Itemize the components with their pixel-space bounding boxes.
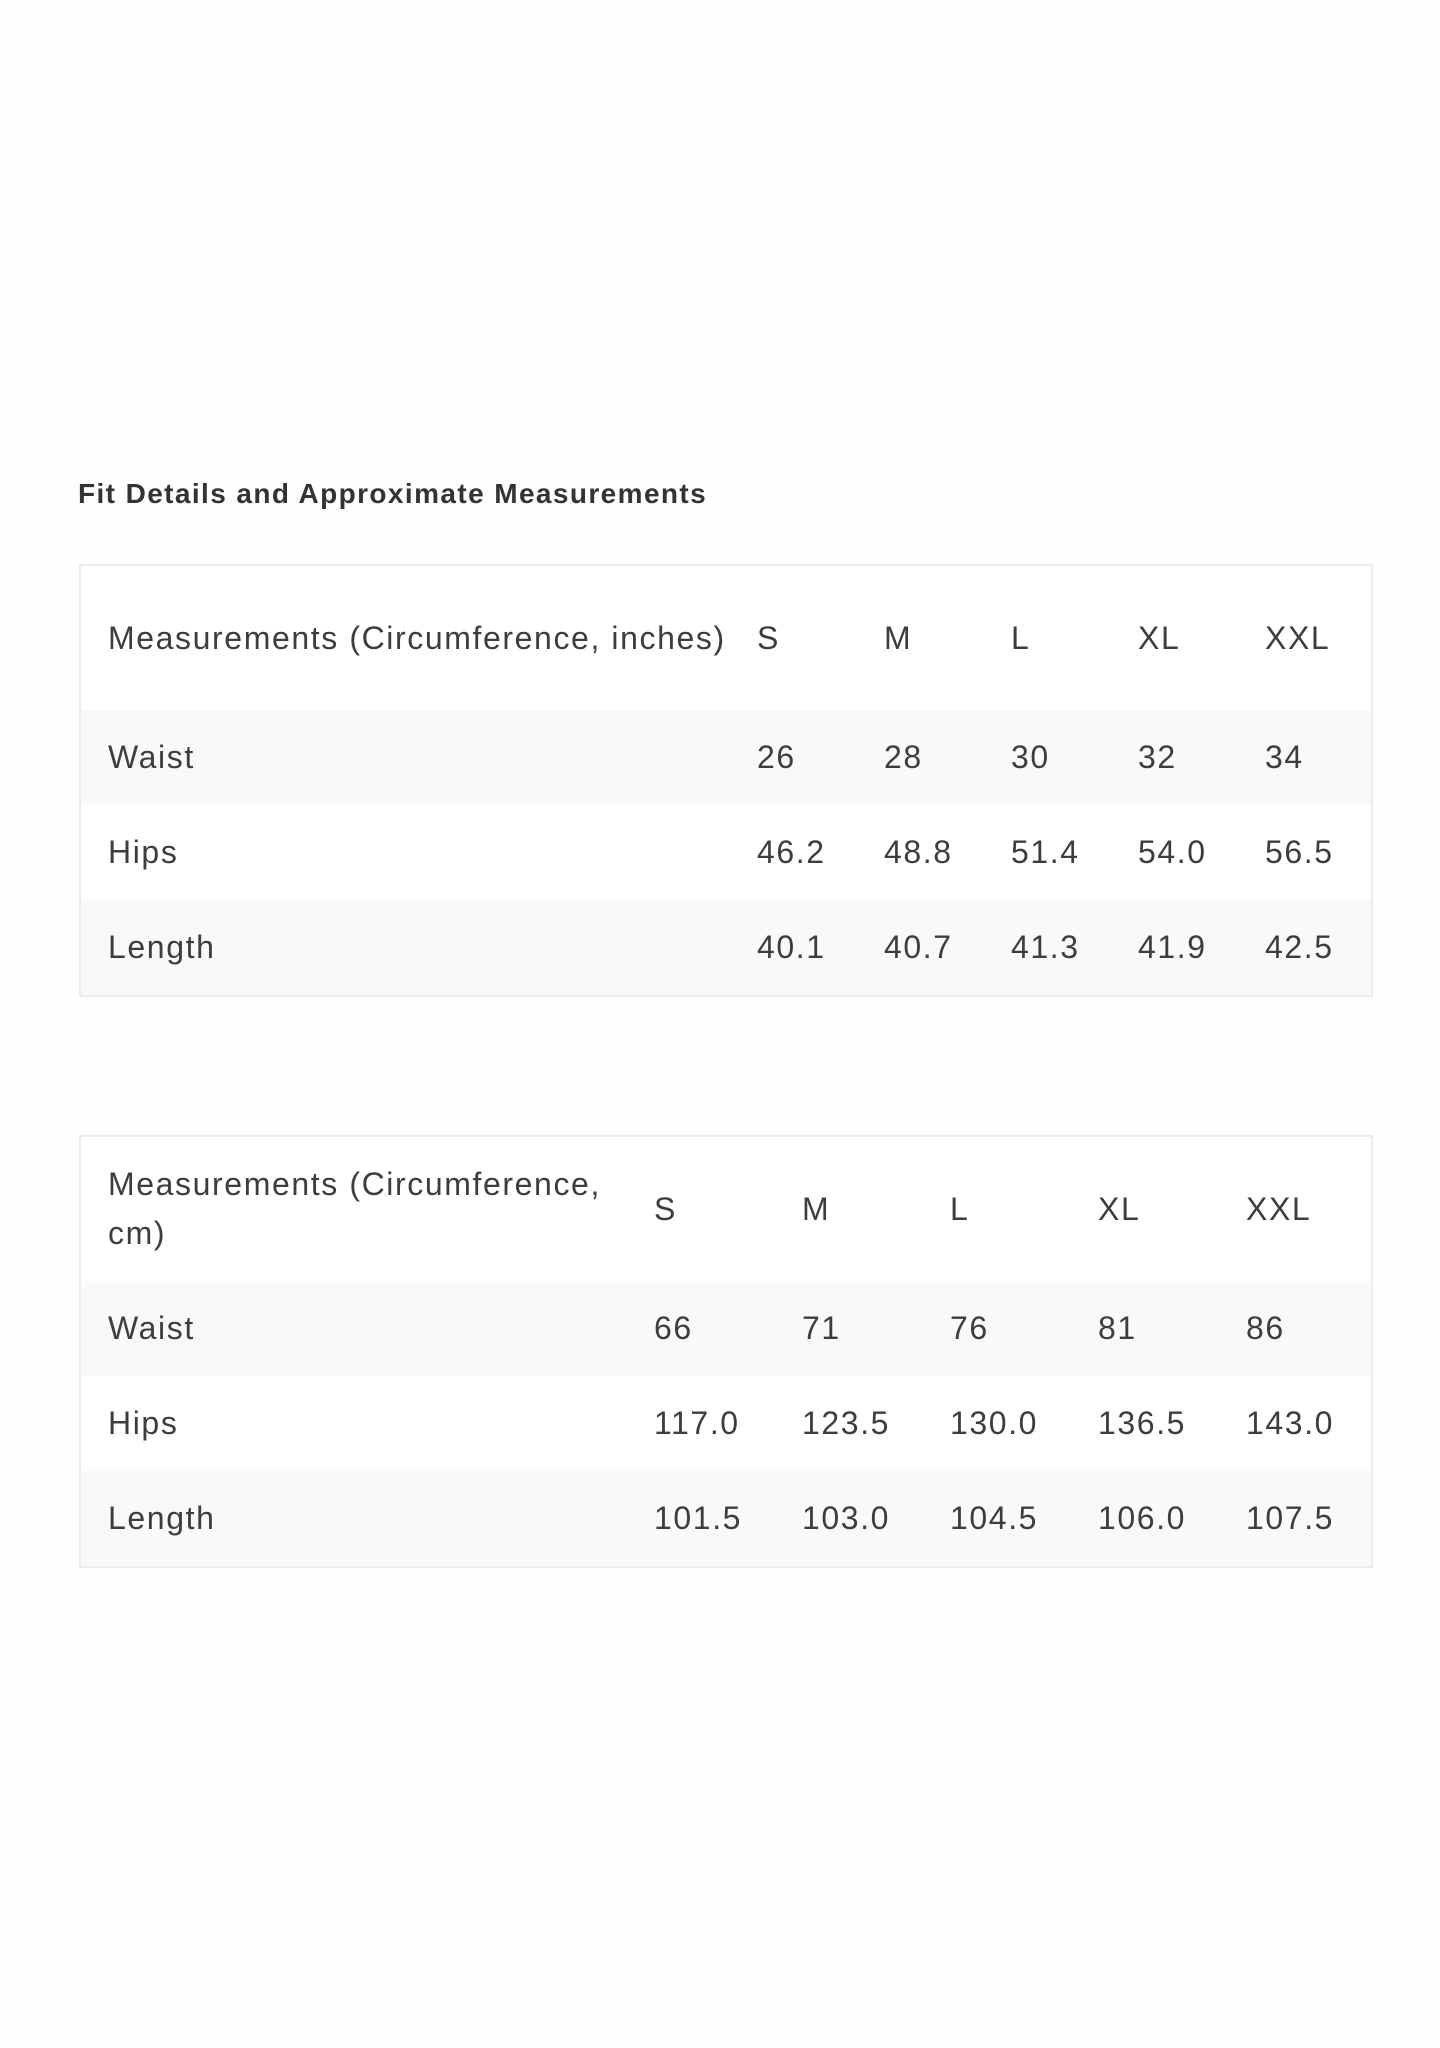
page-title: Fit Details and Approximate Measurements bbox=[78, 478, 708, 509]
value-cell: 66 bbox=[654, 1281, 802, 1376]
value-cell: 30 bbox=[1011, 710, 1138, 805]
row-label: Length bbox=[80, 1471, 654, 1567]
table-header-row bbox=[80, 1136, 1372, 1281]
row-label: Hips bbox=[80, 1376, 654, 1471]
value-cell: 86 bbox=[1246, 1281, 1372, 1376]
value-cell: 48.8 bbox=[884, 805, 1011, 900]
size-header-xxl: XXL bbox=[1246, 1136, 1372, 1281]
value-cell: 54.0 bbox=[1138, 805, 1265, 900]
table-row-waist bbox=[80, 710, 1372, 805]
value-cell: 104.5 bbox=[950, 1471, 1098, 1567]
value-cell: 106.0 bbox=[1098, 1471, 1246, 1567]
size-table-inches bbox=[79, 564, 1373, 997]
value-cell: 123.5 bbox=[802, 1376, 950, 1471]
value-cell: 71 bbox=[802, 1281, 950, 1376]
size-header-l: L bbox=[950, 1136, 1098, 1281]
value-cell: 40.1 bbox=[757, 900, 884, 996]
value-cell: 117.0 bbox=[654, 1376, 802, 1471]
value-cell: 130.0 bbox=[950, 1376, 1098, 1471]
size-header-xxl: XXL bbox=[1265, 565, 1372, 710]
size-table-cm bbox=[79, 1135, 1373, 1568]
value-cell: 136.5 bbox=[1098, 1376, 1246, 1471]
value-cell: 42.5 bbox=[1265, 900, 1372, 996]
row-label: Length bbox=[80, 900, 757, 996]
size-header-xl: XL bbox=[1138, 565, 1265, 710]
value-cell: 76 bbox=[950, 1281, 1098, 1376]
value-cell: 81 bbox=[1098, 1281, 1246, 1376]
size-header-m: M bbox=[884, 565, 1011, 710]
value-cell: 143.0 bbox=[1246, 1376, 1372, 1471]
value-cell: 103.0 bbox=[802, 1471, 950, 1567]
value-cell: 41.9 bbox=[1138, 900, 1265, 996]
value-cell: 41.3 bbox=[1011, 900, 1138, 996]
size-header-l: L bbox=[1011, 565, 1138, 710]
table-row-length bbox=[80, 1471, 1372, 1567]
header-label: Measurements (Circumference, inches) bbox=[80, 565, 757, 710]
value-cell: 56.5 bbox=[1265, 805, 1372, 900]
value-cell: 101.5 bbox=[654, 1471, 802, 1567]
table-row-waist bbox=[80, 1281, 1372, 1376]
size-header-m: M bbox=[802, 1136, 950, 1281]
table-row-length bbox=[80, 900, 1372, 996]
row-label: Waist bbox=[80, 1281, 654, 1376]
value-cell: 40.7 bbox=[884, 900, 1011, 996]
size-header-s: S bbox=[757, 565, 884, 710]
value-cell: 107.5 bbox=[1246, 1471, 1372, 1567]
table-row-hips bbox=[80, 805, 1372, 900]
table-row-hips bbox=[80, 1376, 1372, 1471]
value-cell: 28 bbox=[884, 710, 1011, 805]
header-label: Measurements (Circumference, cm) bbox=[80, 1136, 654, 1281]
size-header-s: S bbox=[654, 1136, 802, 1281]
table-header-row bbox=[80, 565, 1372, 710]
value-cell: 51.4 bbox=[1011, 805, 1138, 900]
value-cell: 32 bbox=[1138, 710, 1265, 805]
value-cell: 26 bbox=[757, 710, 884, 805]
value-cell: 34 bbox=[1265, 710, 1372, 805]
row-label: Hips bbox=[80, 805, 757, 900]
row-label: Waist bbox=[80, 710, 757, 805]
size-header-xl: XL bbox=[1098, 1136, 1246, 1281]
value-cell: 46.2 bbox=[757, 805, 884, 900]
